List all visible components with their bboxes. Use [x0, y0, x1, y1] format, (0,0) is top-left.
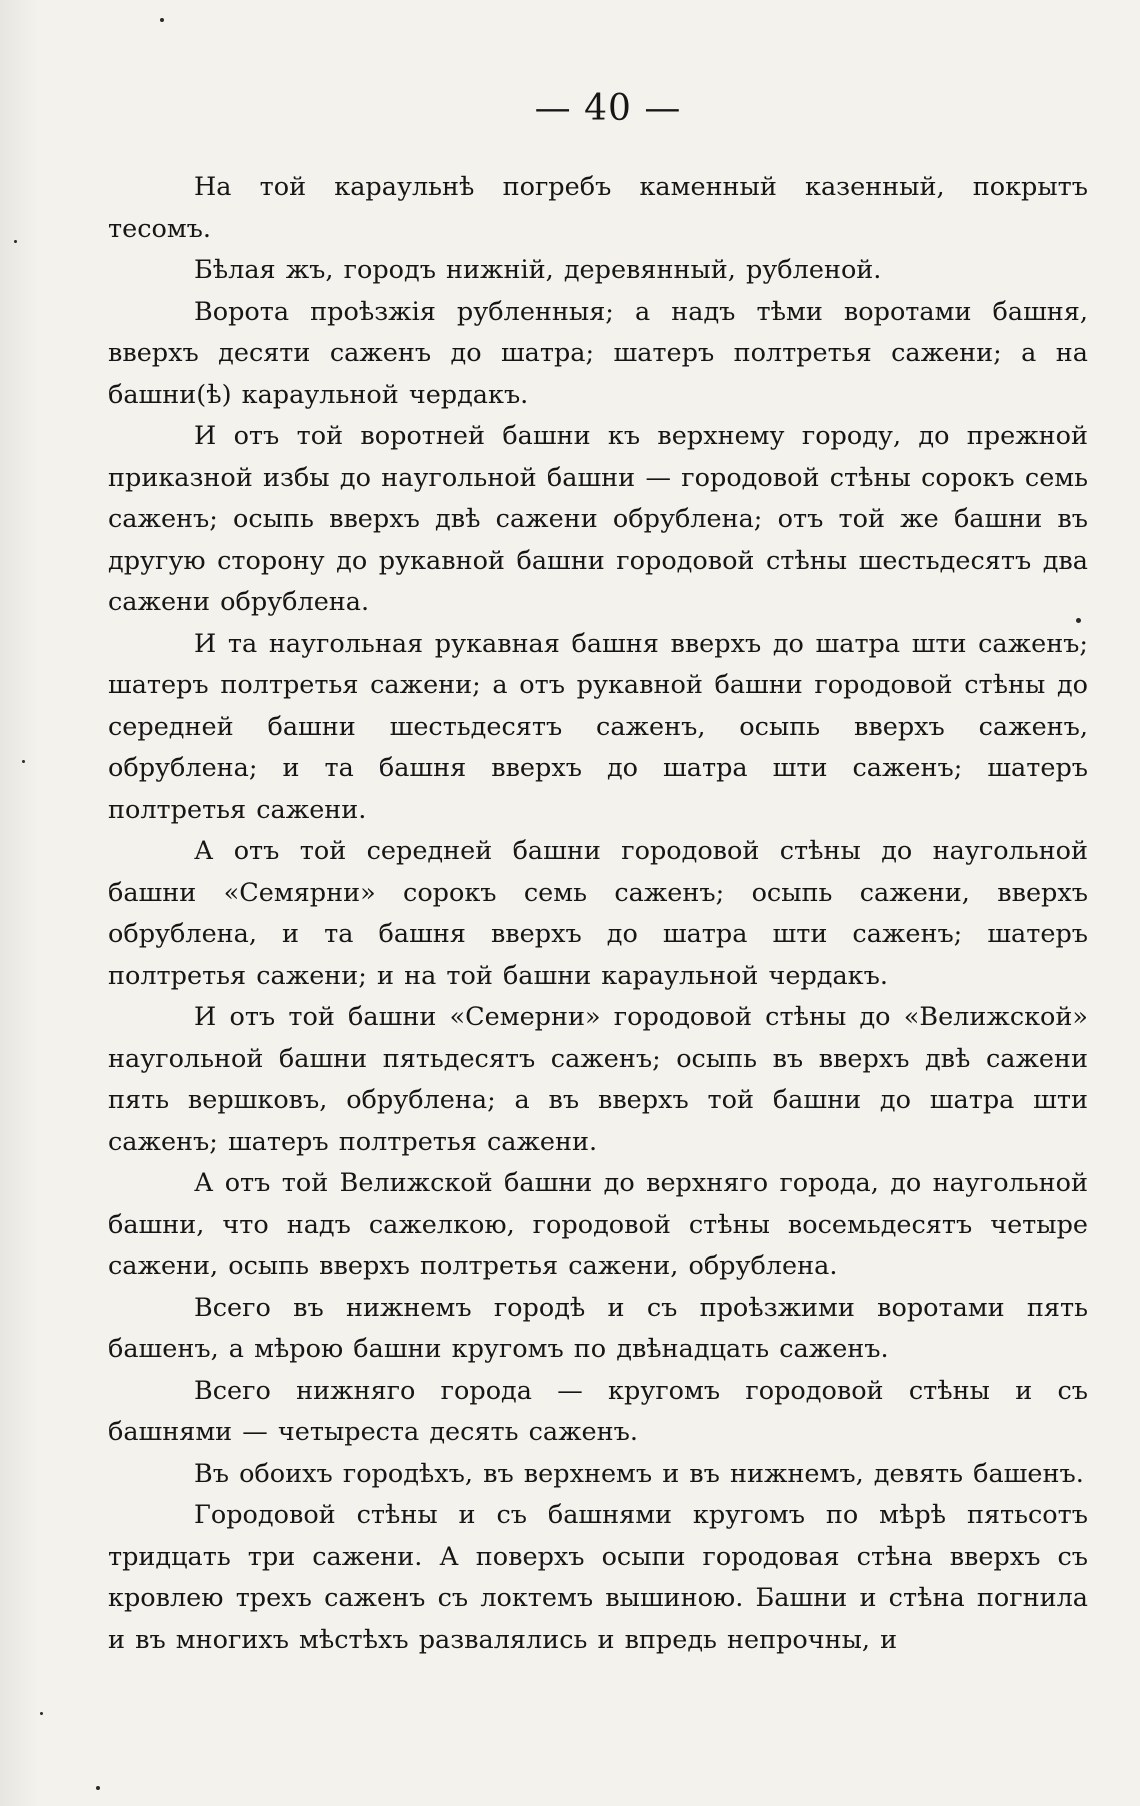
paragraph-6: А отъ той середней башни городовой стѣны до наугольной башни «Семярни» сорокъ семь саженъ; осыпь сажени, вверхъ обрублена, и та башня вверхъ до шатра шти саженъ; шатеръ полтретья сажени; и на той башни караульной чердакъ.: [108, 836, 1088, 991]
paragraph-10: Всего нижняго города — кругомъ городовой стѣны и съ башнями — четыреста десять саженъ.: [108, 1375, 1088, 1447]
scan-speck: [96, 1786, 100, 1790]
paragraph-3: Ворота проѣзжія рубленныя; а надъ тѣми воротами башня, вверхъ десяти саженъ до шатра; шатеръ полтретья сажени; а на башни(ѣ) караульной чердакъ.: [108, 296, 1088, 410]
scan-speck: [160, 18, 164, 22]
paragraph-8: А отъ той Велижской башни до верхняго города, до наугольной башни, что надъ сажелкою, городовой стѣны восемьдесятъ четыре сажени, осыпь вверхъ полтретья сажени, обрублена.: [108, 1168, 1088, 1281]
paragraph-2: Бѣлая жъ, городъ нижній, деревянный, рубленой.: [194, 255, 882, 285]
paragraph-4: И отъ той воротней башни къ верхнему городу, до прежной приказной избы до наугольной башни — городовой стѣны сорокъ семь саженъ; осыпь вверхъ двѣ сажени обрублена; отъ той же башни въ другую сторону до рукавной башни городовой стѣны шестьдесятъ два сажени обрублена.: [108, 421, 1088, 617]
paragraph-12: Городовой стѣны и съ башнями кругомъ по мѣрѣ пятьсотъ тридцать три сажени. А поверхъ осыпи городовая стѣна вверхъ съ кровлею трехъ саженъ съ локтемъ вышиною. Башни и стѣна погнила и въ многихъ мѣстѣхъ развалялись и впредь непрочны, и: [108, 1500, 1088, 1655]
paragraph-1: На той караульнѣ погребъ каменный казенный, покрытъ тесомъ.: [108, 172, 1088, 244]
paragraph-5: И та наугольная рукавная башня вверхъ до шатра шти саженъ; шатеръ полтретья сажени; а отъ рукавной башни городовой стѣны до середней башни шестьдесятъ саженъ, осыпь вверхъ саженъ, обрублена; и та башня вверхъ до шатра шти саженъ; шатеръ полтретья сажени.: [108, 628, 1088, 825]
paragraph-11: Въ обоихъ городѣхъ, въ верхнемъ и въ нижнемъ, девять башенъ.: [194, 1458, 1084, 1489]
paragraph-7: И отъ той башни «Семерни» городовой стѣны до «Велижской» наугольной башни пятьдесятъ саженъ; осыпь въ вверхъ двѣ сажени пять вершковъ, обрублена; а въ вверхъ той башни до шатра шти саженъ; шатеръ полтретья сажени.: [108, 1002, 1088, 1157]
paragraph-9: Всего въ нижнемъ городѣ и съ проѣзжими воротами пять башенъ, а мѣрою башни кругомъ по двѣнадцать саженъ.: [108, 1292, 1088, 1364]
scan-speck: [1076, 618, 1081, 623]
scan-speck: [14, 240, 17, 243]
page-number: — 40 —: [534, 88, 682, 129]
scan-speck: [22, 760, 25, 763]
scan-speck: [40, 1712, 43, 1715]
